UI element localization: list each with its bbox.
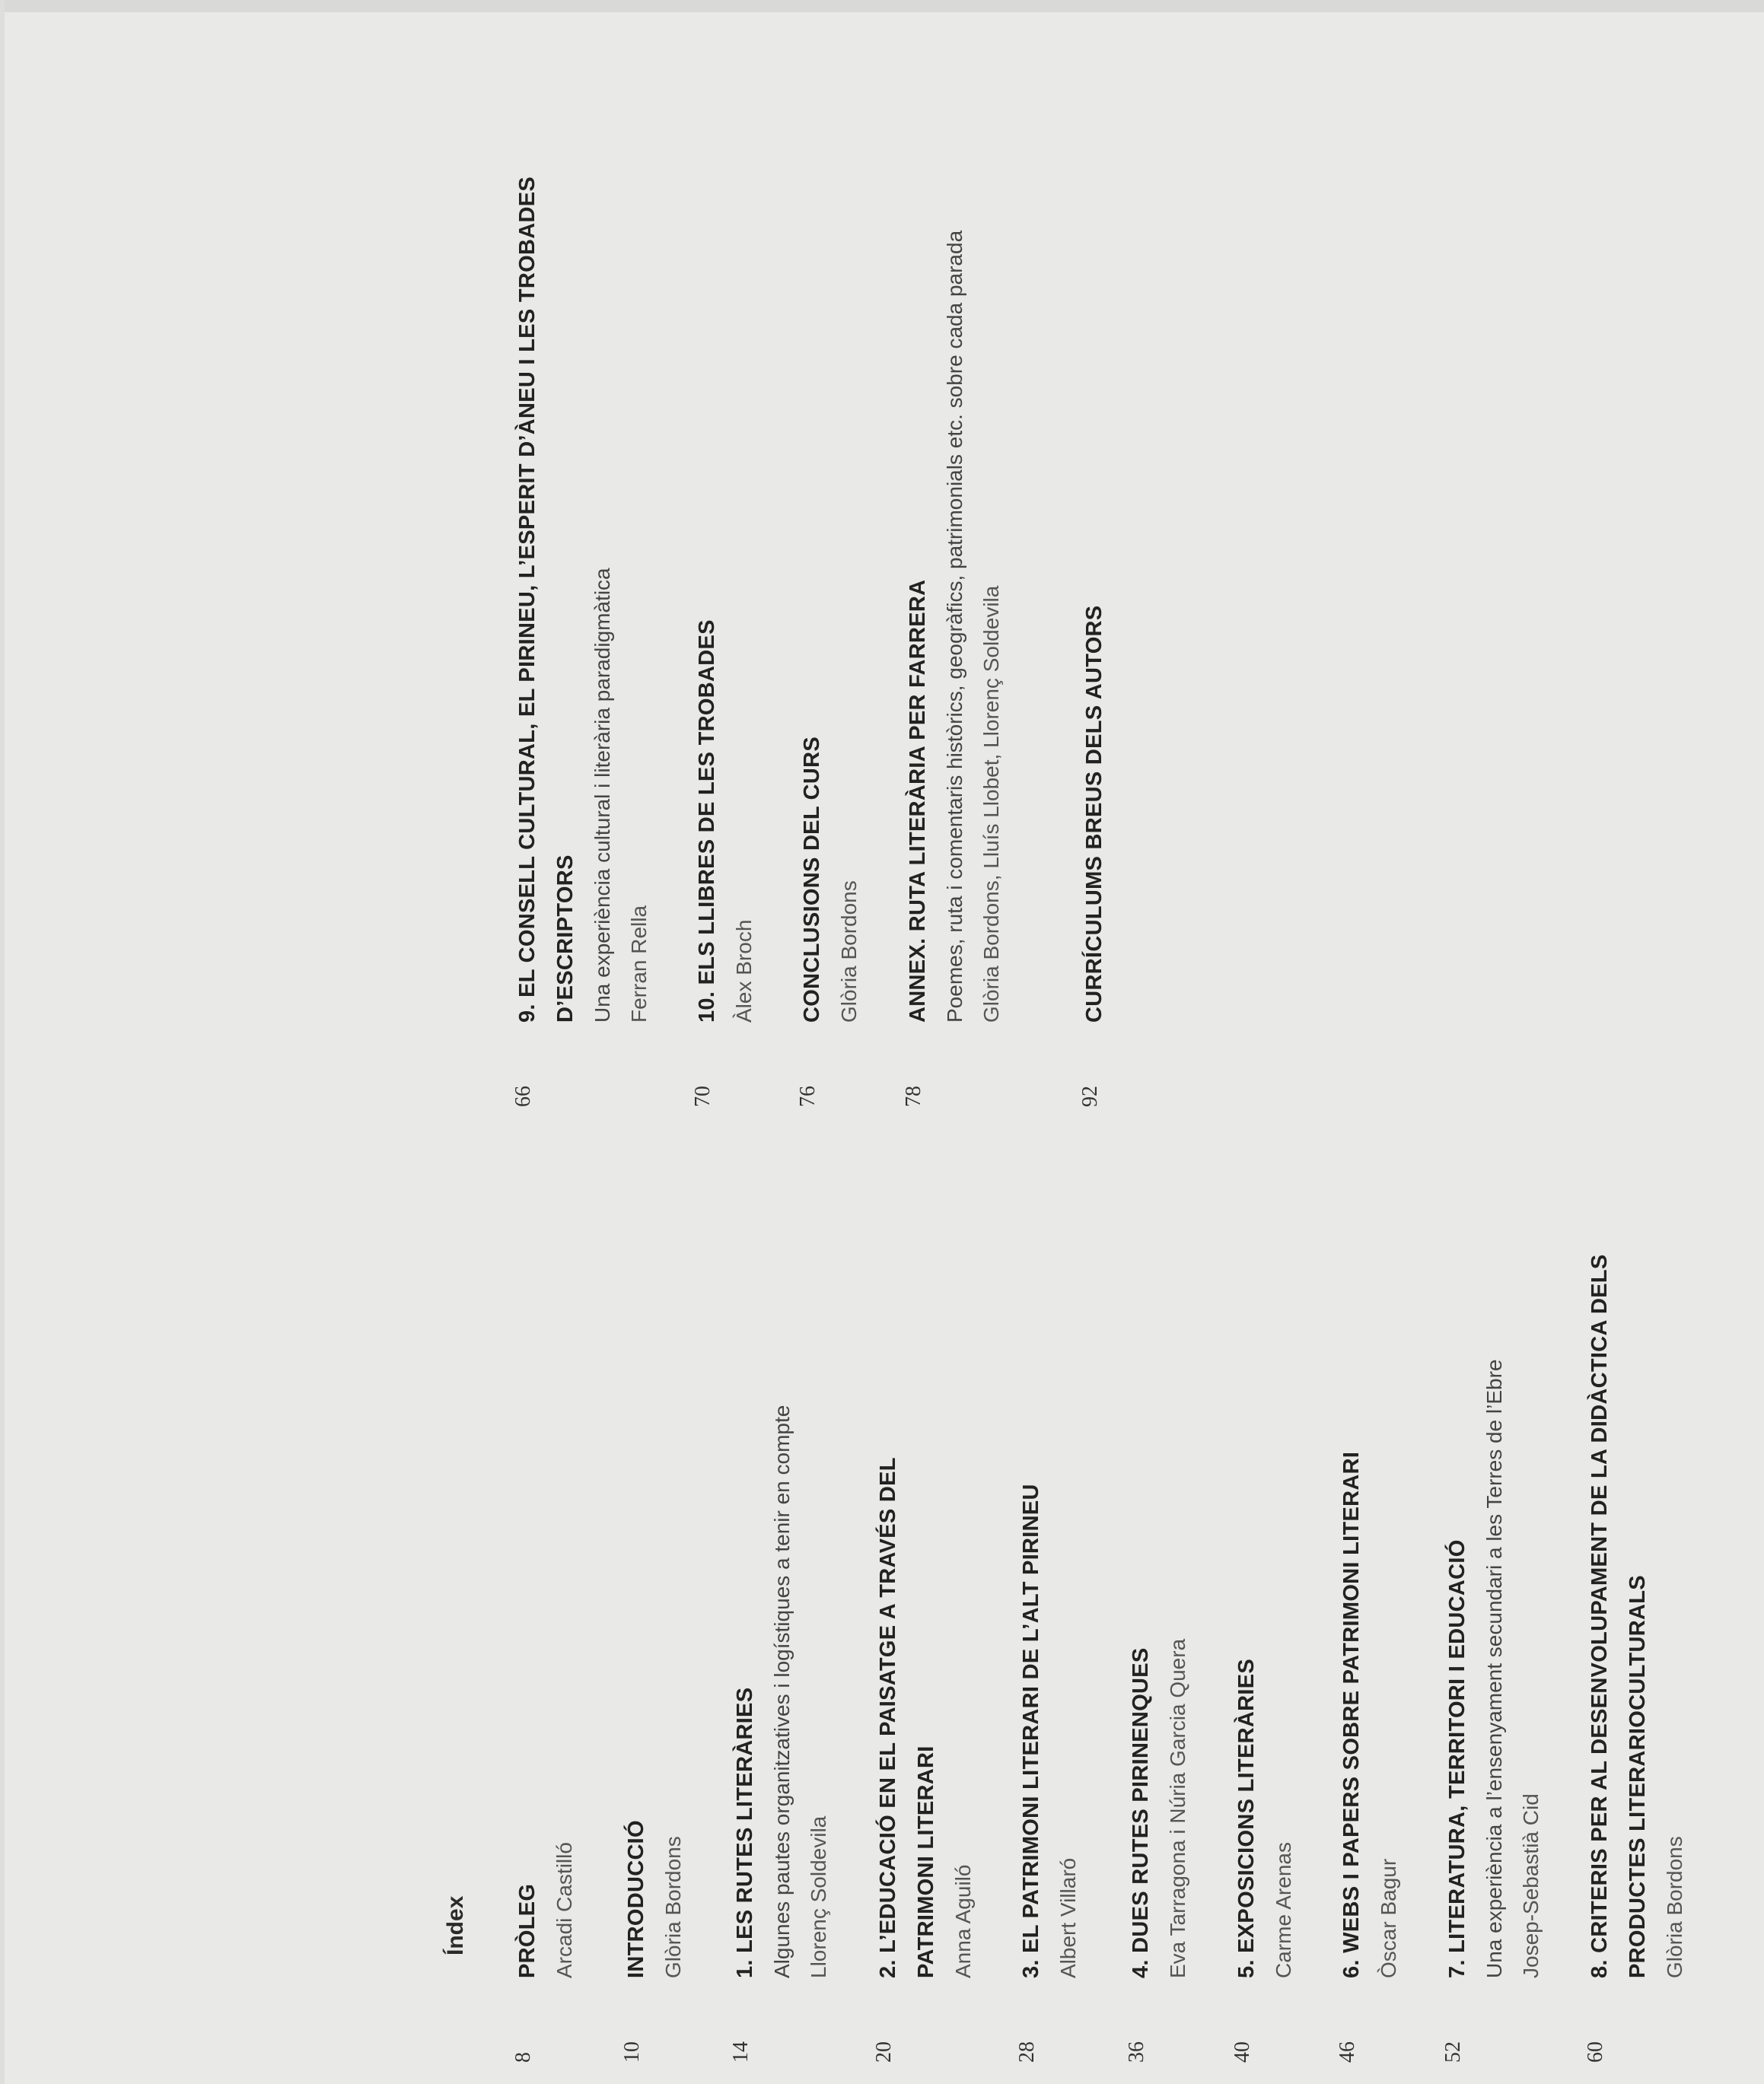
entry-author: Carme Arenas [1272, 1842, 1295, 1978]
toc-entry[interactable] [1227, 1103, 1302, 2063]
entry-author: Llorenç Soldevila [807, 1815, 830, 1978]
entry-page-number: 20 [872, 2041, 896, 2063]
entry-page-number: 66 [511, 1086, 535, 1107]
entry-title: CONCLUSIONS DEL CURS [800, 736, 824, 1023]
entry-title: INTRODUCCIÓ [624, 1820, 648, 1978]
toc-entry[interactable] [617, 1103, 692, 2063]
entry-title: 4. DUES RUTES PIRINENQUES [1129, 1647, 1153, 1978]
entry-page-number: 92 [1078, 1086, 1102, 1107]
entry-subtitle: Una experiència cultural i literària paradigmàtica [591, 568, 614, 1023]
entry-author: Albert Villaró [1056, 1857, 1080, 1978]
toc-entry[interactable] [793, 148, 868, 1107]
toc-entry[interactable] [688, 148, 763, 1107]
entry-title: 3. EL PATRIMONI LITERARI DE L’ALT PIRINEU [1019, 1484, 1043, 1978]
toc-entry[interactable] [1333, 1103, 1407, 2063]
entry-page-number: 46 [1336, 2041, 1359, 2063]
entry-title: 9. EL CONSELL CULTURAL, EL PIRINEU, L’ESPERIT D’ÀNEU I LES TROBADES D’ESCRIPTORS [515, 176, 578, 1023]
toc-entry[interactable] [726, 1103, 837, 2063]
toc-entry[interactable] [1122, 1103, 1196, 2063]
entry-title: 1. LES RUTES LITERÀRIES [733, 1687, 757, 1978]
entry-title: 7. LITERATURA, TERRITORI I EDUCACIÓ [1445, 1539, 1469, 1978]
entry-page-number: 70 [691, 1086, 715, 1107]
entry-title: 5. EXPOSICIONS LITERÀRIES [1234, 1658, 1259, 1978]
toc-entry[interactable] [1075, 148, 1113, 1107]
entry-title: 8. CRITERIS PER AL DESENVOLUPAMENT DE LA DIDÀCTICA DELS PRODUCTES LITERARIOCULTURALS [1587, 1254, 1650, 1978]
entry-title: 2. L’EDUCACIÓ EN EL PAISATGE A TRAVÉS DEL PATRIMONI LITERARI [876, 1457, 938, 1978]
entry-author: Òscar Bagur [1377, 1858, 1400, 1978]
entry-author: Ferran Rella [627, 905, 651, 1023]
entry-author: Anna Aguiló [951, 1864, 975, 1978]
entry-author: Àlex Broch [732, 919, 756, 1023]
entry-author: Glòria Bordons [837, 880, 861, 1023]
entry-title: PRÒLEG [515, 1883, 540, 1978]
entry-author: Josep-Sebastià Cid [1519, 1793, 1543, 1978]
toc-entry[interactable] [869, 1370, 982, 2063]
toc-entry[interactable] [1581, 1126, 1693, 2063]
entry-title: ANNEX. RUTA LITERÀRIA PER FARRERA [906, 579, 930, 1023]
entry-page-number: 52 [1441, 2041, 1465, 2063]
entry-subtitle: Una experiència a l’ensenyament secundari a les Terres de l’Ebre [1482, 1359, 1506, 1978]
entry-author: Arcadi Castilló [552, 1842, 576, 1978]
entry-title: CURRÍCULUMS BREUS DELS AUTORS [1082, 605, 1106, 1023]
entry-page-number: 78 [902, 1086, 925, 1107]
entry-author: Glòria Bordons [661, 1836, 685, 1978]
entry-page-number: 28 [1015, 2041, 1039, 2063]
entry-subtitle: Poemes, ruta i comentaris històrics, geogràfics, patrimonials etc. sobre cada parada [943, 230, 966, 1023]
entry-title: 6. WEBS I PAPERS SOBRE PATRIMONI LITERARI [1339, 1451, 1364, 1978]
entry-author: Glòria Bordons, Lluís Llobet, Llorenç Soldevila [979, 585, 1003, 1023]
entry-page-number: 10 [620, 2041, 644, 2063]
toc-entry[interactable] [508, 1103, 583, 2063]
entry-page-number: 8 [511, 2052, 535, 2063]
entry-author: Eva Tarragona i Núria Garcia Quera [1166, 1638, 1189, 1978]
entry-page-number: 36 [1125, 2041, 1148, 2063]
entry-title: 10. ELS LLIBRES DE LES TROBADES [695, 619, 719, 1023]
entry-author: Glòria Bordons [1663, 1836, 1686, 1978]
entry-page-number: 40 [1231, 2041, 1254, 2063]
index-heading: Índex [443, 1895, 468, 1955]
toc-entry[interactable] [508, 170, 658, 1107]
toc-entry[interactable] [1012, 1103, 1087, 2063]
entry-page-number: 14 [729, 2041, 753, 2063]
entry-page-number: 76 [796, 1086, 820, 1107]
toc-entry[interactable] [899, 201, 1010, 1107]
entry-page-number: 60 [1584, 2041, 1607, 2063]
toc-entry[interactable] [1438, 1103, 1549, 2063]
entry-subtitle: Algunes pautes organitzatives i logístiques a tenir en compte [770, 1405, 794, 1978]
